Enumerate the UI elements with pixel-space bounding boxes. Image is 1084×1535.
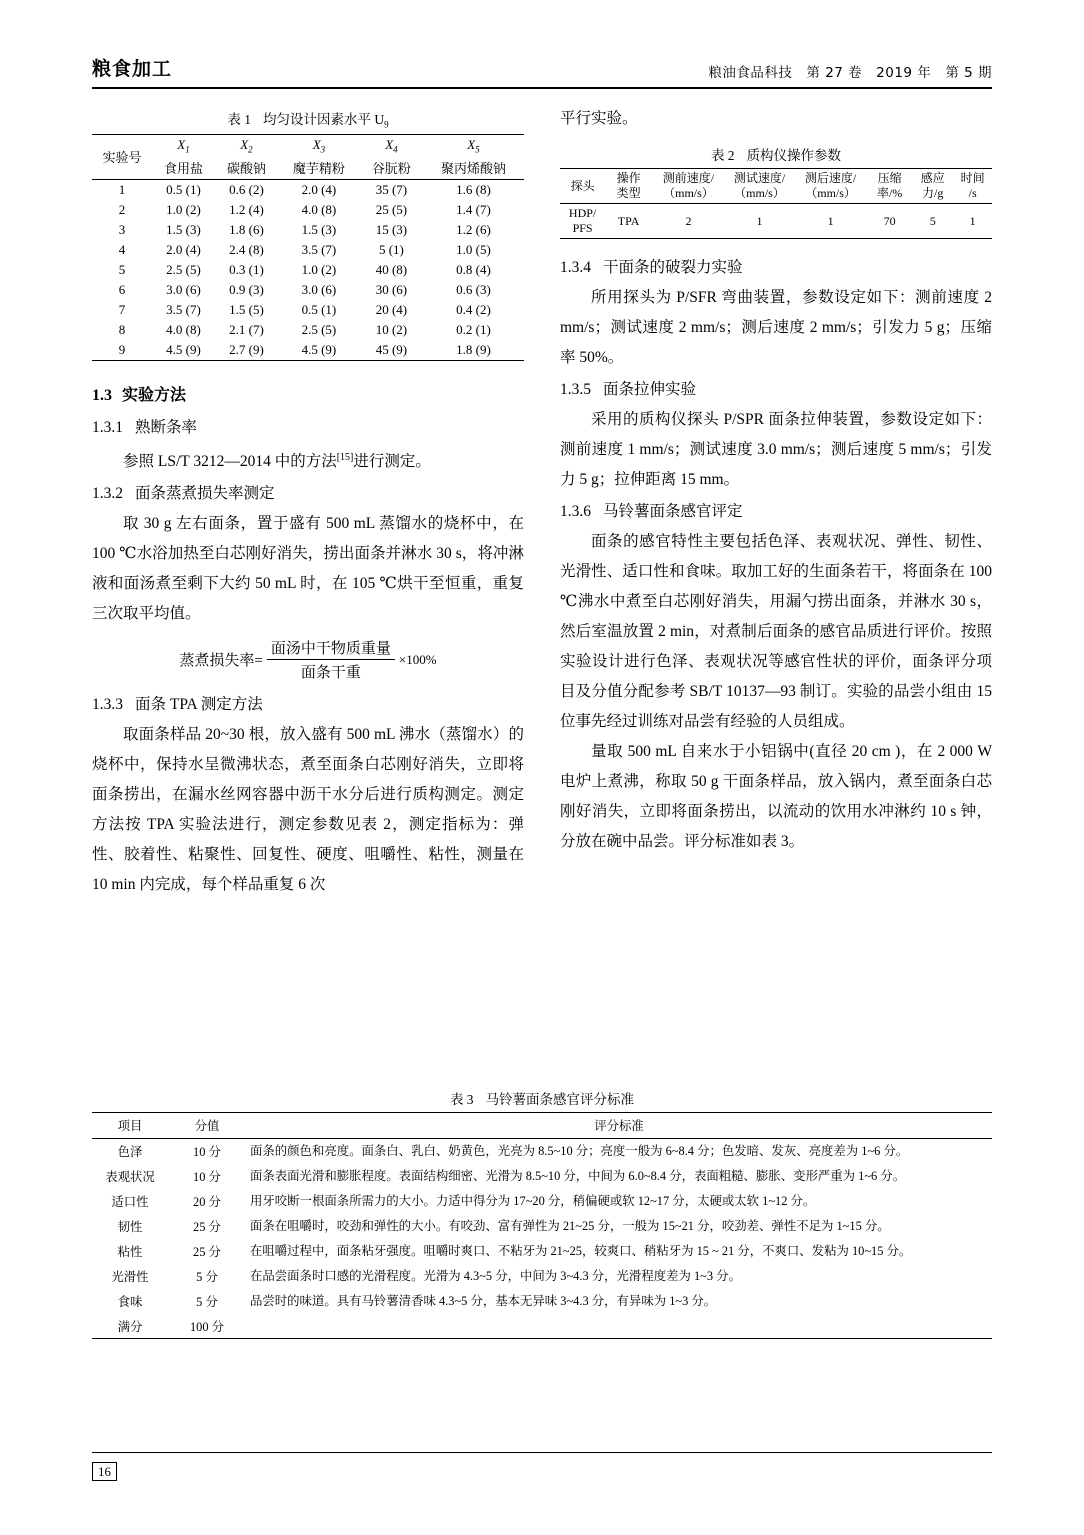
cell: 40 (8) bbox=[375, 262, 408, 278]
table-row bbox=[92, 1289, 992, 1314]
cell: 粘性 bbox=[117, 1245, 143, 1259]
cell: 0.3 (1) bbox=[229, 262, 264, 278]
heading-1-3-1-title: 熟断条率 bbox=[135, 419, 198, 437]
table2 bbox=[560, 168, 992, 239]
cell: 8 bbox=[118, 322, 126, 338]
cell: 韧性 bbox=[117, 1220, 143, 1234]
table3-col-score: 分值 bbox=[168, 1113, 246, 1139]
cell: 30 (6) bbox=[375, 282, 408, 298]
cell: 7 bbox=[118, 302, 126, 318]
heading-1-3-4-title: 干面条的破裂力实验 bbox=[603, 259, 743, 276]
formula-right-side: ×100% bbox=[398, 651, 437, 667]
table1-caption bbox=[92, 108, 524, 130]
cell: 100 分 bbox=[189, 1320, 225, 1334]
table3-head bbox=[92, 1113, 992, 1139]
heading-1-3-6-title: 马铃薯面条感官评定 bbox=[603, 503, 743, 520]
cell bbox=[246, 1314, 992, 1339]
heading-1-3-2 bbox=[92, 479, 524, 509]
table-row bbox=[92, 280, 524, 300]
heading-1-3-5-title: 面条拉伸实验 bbox=[603, 381, 697, 398]
cell: 4.0 (8) bbox=[301, 202, 337, 218]
paragraph-1-3-2: 取 30 g 左右面条，置于盛有 500 mL 蒸馏水的烧杯中，在100 ℃水浴加热至白芯刚好消失，捞出面条并淋水 30 s，将冲淋液和面汤煮至剩下大约 50 mL 时，在 105 ℃烘干至恒重，重复三次取平均值。 bbox=[92, 515, 524, 623]
cell: 4.5 (9) bbox=[166, 342, 201, 358]
journal-issue-info: 粮油食品科技 第 27 卷 2019 年 第 5 期 bbox=[708, 65, 992, 81]
cell: 0.6 (3) bbox=[456, 282, 491, 298]
table1-name-x1: 食用盐 bbox=[163, 161, 203, 177]
cell: 3.0 (6) bbox=[301, 282, 337, 298]
table2-caption bbox=[560, 144, 992, 164]
table-row bbox=[92, 340, 524, 361]
cell: 4.0 (8) bbox=[166, 322, 201, 338]
footer-divider bbox=[92, 1452, 992, 1453]
table3-caption-text: 马铃薯面条感官评分标准 bbox=[485, 1092, 635, 1107]
cell: 3.5 (7) bbox=[301, 242, 337, 258]
cell: 0.4 (2) bbox=[456, 302, 491, 318]
cell: 1.8 (9) bbox=[456, 342, 491, 358]
table-row bbox=[92, 1189, 992, 1214]
heading-1-3-1-number: 1.3.1 bbox=[92, 419, 123, 437]
table3-caption-number: 表 3 bbox=[449, 1092, 474, 1107]
table1-caption-text: 均匀设计因素水平 $U_9$ bbox=[263, 112, 389, 130]
cell: 2.5 (5) bbox=[301, 322, 337, 338]
cell: 2 bbox=[118, 202, 126, 218]
cell: 1.8 (6) bbox=[229, 222, 264, 238]
paragraph-1-3-6-b: 量取 500 mL 自来水于小铝锅中(直径 20 cm )，在 2 000 W 电炉上煮沸，称取 50 g 干面条样品，放入锅内，煮至面条白芯刚好消失，立即将面条捞出，以流动的饮用水冲淋约 10 s 钟，分放在碗中品尝。评分标准如表 3。 bbox=[560, 743, 992, 850]
cell: 5 bbox=[118, 262, 126, 278]
cell: 适口性 bbox=[111, 1195, 149, 1209]
table1-head bbox=[92, 134, 524, 180]
table1-header-symbols bbox=[92, 134, 524, 156]
cell: 4.5 (9) bbox=[301, 342, 337, 358]
heading-1-3-1 bbox=[92, 413, 524, 443]
cell: 1.0 (2) bbox=[166, 202, 201, 218]
table1-col-experiment-no: 实验号 bbox=[92, 134, 152, 180]
heading-1-3-2-number: 1.3.2 bbox=[92, 485, 123, 503]
cell: 1 bbox=[725, 204, 794, 239]
heading-1-3-6-number: 1.3.6 bbox=[560, 503, 591, 520]
table-row bbox=[92, 180, 524, 201]
cell: 满分 bbox=[117, 1320, 143, 1334]
left-column bbox=[92, 104, 524, 900]
paragraph-1-3-5: 采用的质构仪探头 P/SPR 面条拉伸装置，参数设定如下：测前速度 1 mm/s；测试速度 3.0 mm/s；测后速度 5 mm/s；引发力 5 g；拉伸距离 15 mm。 bbox=[560, 411, 992, 488]
cell: 1.6 (8) bbox=[423, 180, 524, 201]
table1-col-x3: $X_3$ bbox=[278, 134, 360, 156]
page-number: 16 bbox=[92, 1462, 117, 1481]
table-row bbox=[92, 1314, 992, 1339]
cell: 10 分 bbox=[193, 1170, 221, 1184]
cell: 在品尝面条时口感的光滑程度。光滑为 4.3~5 分，中间为 3~4.3 分，光滑程度差为 1~3 分。 bbox=[250, 1269, 741, 1283]
table-row bbox=[92, 320, 524, 340]
cell: 20 分 bbox=[193, 1195, 221, 1209]
table2-col-operation-type: 操作 类型 bbox=[605, 169, 652, 204]
table2-caption-text: 质构仪操作参数 bbox=[746, 148, 842, 163]
cell: 2.1 (7) bbox=[229, 322, 264, 338]
cell: 6 bbox=[118, 282, 126, 298]
cell: 品尝时的味道。具有马铃薯清香味 4.3~5 分，基本无异味 3~4.3 分，有异味为 1~3 分。 bbox=[250, 1294, 717, 1308]
table2-header-row bbox=[560, 169, 992, 204]
cell: 1 bbox=[92, 180, 152, 201]
table1-col-x4: $X_4$ bbox=[360, 134, 423, 156]
journal-section-title: 粮食加工 bbox=[92, 58, 173, 80]
heading-1-3-4-number: 1.3.4 bbox=[560, 259, 591, 276]
table-row bbox=[92, 1214, 992, 1239]
cell: 1.0 (2) bbox=[301, 262, 337, 278]
paragraph-1-3-4: 所用探头为 P/SFR 弯曲装置，参数设定如下：测前速度 2 mm/s；测试速度 2 mm/s；测后速度 2 mm/s；引发力 5 g；压缩率 50%。 bbox=[560, 289, 992, 366]
paragraph-continued: 平行实验。 bbox=[560, 110, 638, 127]
table1-col-x1: $X_1$ bbox=[152, 134, 215, 156]
heading-1-3-5 bbox=[560, 375, 992, 405]
heading-1-3-5-number: 1.3.5 bbox=[560, 381, 591, 398]
table3-caption bbox=[92, 1088, 992, 1108]
cell: 用牙咬断一根面条所需力的大小。力适中得分为 17~20 分，稍偏硬或软 12~17 分，太硬或太软 1~12 分。 bbox=[250, 1194, 816, 1208]
cell: 2.5 (5) bbox=[166, 262, 201, 278]
cell: 2.7 (9) bbox=[229, 342, 264, 358]
table3-header-row bbox=[92, 1113, 992, 1139]
right-column bbox=[560, 104, 992, 857]
table-row bbox=[92, 220, 524, 240]
cell: 1.2 (4) bbox=[229, 202, 264, 218]
table1-wrapper bbox=[92, 134, 524, 362]
cell: 9 bbox=[118, 342, 126, 358]
cell: 25 分 bbox=[193, 1245, 221, 1259]
cell: 1.2 (6) bbox=[456, 222, 491, 238]
table1-col-x2: $X_2$ bbox=[215, 134, 278, 156]
cell: 2.0 (4) bbox=[278, 180, 360, 201]
table3-block bbox=[92, 1084, 992, 1339]
cell: 10 分 bbox=[168, 1139, 246, 1165]
formula-fraction bbox=[267, 637, 395, 682]
cell: 45 (9) bbox=[375, 342, 408, 358]
cell: 25 分 bbox=[193, 1220, 221, 1234]
cell: 0.5 (1) bbox=[152, 180, 215, 201]
cell: 2.4 (8) bbox=[229, 242, 264, 258]
table1-caption-number: 表 1 bbox=[227, 112, 251, 127]
cell: 光滑性 bbox=[111, 1270, 149, 1284]
table2-body bbox=[560, 204, 992, 239]
cell: 20 (4) bbox=[375, 302, 408, 318]
cooking-loss-formula bbox=[92, 637, 524, 682]
cell: 2 bbox=[652, 204, 725, 239]
formula-denominator: 面条干重 bbox=[267, 659, 395, 682]
cell: 10 (2) bbox=[375, 322, 408, 338]
table2-col-probe: 探头 bbox=[560, 169, 605, 204]
table1-name-x5: 聚丙烯酸钠 bbox=[440, 161, 506, 177]
table3-col-item: 项目 bbox=[92, 1113, 168, 1139]
table3 bbox=[92, 1112, 992, 1339]
table2-head bbox=[560, 169, 992, 204]
table2-col-post-speed: 测后速度/ （mm/s） bbox=[794, 169, 867, 204]
table2-col-test-speed: 测试速度/ （mm/s） bbox=[725, 169, 794, 204]
cell: HDP/ PFS bbox=[560, 204, 605, 239]
table1-body bbox=[92, 180, 524, 361]
formula-numerator: 面汤中干物质重量 bbox=[270, 641, 391, 658]
table-row bbox=[92, 240, 524, 260]
cell: 0.8 (4) bbox=[456, 262, 491, 278]
table2-col-compression-rate: 压缩 率/% bbox=[867, 169, 912, 204]
table1-name-x3: 魔芋精粉 bbox=[292, 161, 345, 177]
cell: 色泽 bbox=[92, 1139, 168, 1165]
table2-col-pre-speed: 测前速度/ （mm/s） bbox=[652, 169, 725, 204]
table-row bbox=[92, 1264, 992, 1289]
cell: 1 bbox=[794, 204, 867, 239]
heading-1-3-6 bbox=[560, 497, 992, 527]
table-row bbox=[92, 1139, 992, 1165]
table-row bbox=[92, 200, 524, 220]
cell: 面条在咀嚼时，咬劲和弹性的大小。有咬劲、富有弹性为 21~25 分，一般为 15~21 分，咬劲差、弹性不足为 1~15 分。 bbox=[250, 1219, 890, 1233]
heading-1-3-title: 实验方法 bbox=[122, 387, 187, 405]
cell: 在咀嚼过程中，面条粘牙强度。咀嚼时爽口、不粘牙为 21~25，较爽口、稍粘牙为 15 ~ 21 分，不爽口、发粘为 10~15 分。 bbox=[250, 1244, 912, 1258]
cell: 3.0 (6) bbox=[166, 282, 201, 298]
cell: 0.2 (1) bbox=[456, 322, 491, 338]
cell: 0.5 (1) bbox=[301, 302, 337, 318]
cell: 5 (1) bbox=[378, 242, 404, 258]
table1-col-x5: $X_5$ bbox=[423, 134, 524, 156]
table2-caption-number: 表 2 bbox=[710, 148, 735, 163]
cell: 3.5 (7) bbox=[166, 302, 201, 318]
table-row bbox=[560, 204, 992, 239]
table1 bbox=[92, 134, 524, 362]
heading-1-3-4 bbox=[560, 253, 992, 283]
cell: 35 (7) bbox=[360, 180, 423, 201]
heading-1-3-3 bbox=[92, 690, 524, 720]
table2-col-time: 时间 /s bbox=[953, 169, 992, 204]
table-row bbox=[92, 1164, 992, 1189]
paragraph-1-3-6-a: 面条的感官特性主要包括色泽、表观状况、弹性、韧性、光滑性、适口性和食味。取加工好的生面条若干，将面条在 100 ℃沸水中煮至白芯刚好消失，用漏勺捞出面条，并淋水 30 s，然后室温放置 2 min，对煮制后面条的感官品质进行评价。按照实验设计进行色泽、表观状况等感官性状的评价，面条评分项目及分值分配参考 SB/T 10137—93 制订。实验的品尝小组由 15 位事先经过训练对品尝有经验的人员组成。 bbox=[560, 533, 992, 730]
cell: 3 bbox=[118, 222, 126, 238]
cell: 1.4 (7) bbox=[456, 202, 491, 218]
heading-1-3 bbox=[92, 381, 524, 411]
cell: 5 bbox=[912, 204, 953, 239]
table1-header-names bbox=[92, 156, 524, 180]
heading-1-3-number: 1.3 bbox=[92, 387, 112, 405]
cell: 表观状况 bbox=[105, 1170, 155, 1184]
table2-col-trigger-force: 感应 力/g bbox=[912, 169, 953, 204]
cell: 1 bbox=[953, 204, 992, 239]
cell: 5 分 bbox=[196, 1270, 218, 1284]
cell: 70 bbox=[867, 204, 912, 239]
table3-body bbox=[92, 1139, 992, 1339]
heading-1-3-3-title: 面条 TPA 测定方法 bbox=[135, 696, 263, 714]
paragraph-1-3-3: 取面条样品 20~30 根，放入盛有 500 mL 沸水（蒸馏水）的烧杯中，保持水呈微沸状态，煮至面条白芯刚好消失，立即将面条捞出，在漏水丝网容器中沥干水分后进行质构测定。测定方法按 TPA 实验法进行，测定参数见表 2，测定指标为：弹性、胶着性、粘聚性、回复性、硬度、咀嚼性、粘性，测量在 10 min 内完成，每个样品重复 6 次 bbox=[92, 726, 524, 894]
cell: 15 (3) bbox=[375, 222, 408, 238]
table-row bbox=[92, 1239, 992, 1264]
cell: 1.0 (5) bbox=[456, 242, 491, 258]
cell: 1.5 (3) bbox=[166, 222, 201, 238]
page-header bbox=[92, 54, 992, 89]
cell: 4 bbox=[118, 242, 126, 258]
cell: 食味 bbox=[117, 1295, 143, 1309]
table-row bbox=[92, 300, 524, 320]
heading-1-3-2-title: 面条蒸煮损失率测定 bbox=[135, 485, 275, 503]
cell: 面条表面光滑和膨胀程度。表面结构细密、光滑为 8.5~10 分，中间为 6.0~8.4 分，表面粗糙、膨胀、变形严重为 1~6 分。 bbox=[250, 1169, 906, 1183]
cell: 0.9 (3) bbox=[229, 282, 264, 298]
cell: 25 (5) bbox=[375, 202, 408, 218]
cell: 1.5 (5) bbox=[229, 302, 264, 318]
cell: 2.0 (4) bbox=[166, 242, 201, 258]
heading-1-3-3-number: 1.3.3 bbox=[92, 696, 123, 714]
table1-name-x2: 碳酸钠 bbox=[226, 161, 266, 177]
table1-name-x4: 谷朊粉 bbox=[371, 161, 411, 177]
table3-col-criteria: 评分标准 bbox=[246, 1113, 992, 1139]
formula-left-side: 蒸煮损失率= bbox=[179, 653, 263, 670]
cell: 1.5 (3) bbox=[301, 222, 337, 238]
cell: TPA bbox=[605, 204, 652, 239]
cell: 0.6 (2) bbox=[215, 180, 278, 201]
cell: 面条的颜色和亮度。面条白、乳白、奶黄色，光亮为 8.5~10 分；亮度一般为 6~8.4 分；色发暗、发灰、亮度差为 1~6 分。 bbox=[246, 1139, 992, 1165]
cell: 5 分 bbox=[196, 1295, 218, 1309]
table-row bbox=[92, 260, 524, 280]
paragraph-1-3-1: 参照 LS/T 3212—2014 中的方法[15]进行测定。 bbox=[123, 452, 431, 471]
